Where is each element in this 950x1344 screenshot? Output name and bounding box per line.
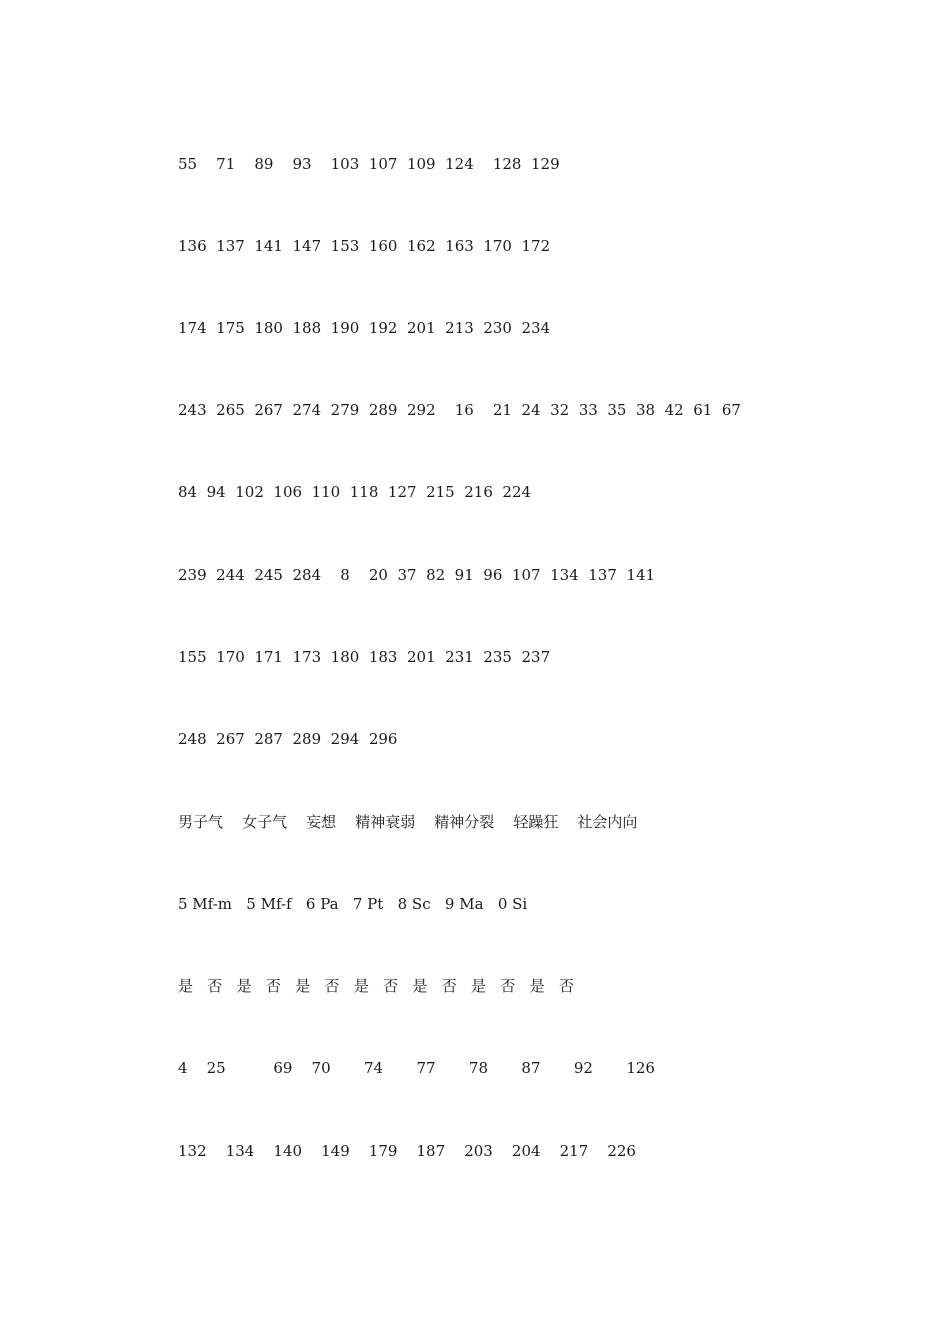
yes-no-header-line: 是 否 是 否 是 否 是 否 是 否 是 否 是 否 <box>178 977 574 995</box>
text-line-2: 136 137 141 147 153 160 162 163 170 172 <box>178 237 551 255</box>
text-line-12: 4 25 69 70 74 77 78 87 92 126 <box>178 1059 655 1077</box>
text-line-6: 239 244 245 284 8 20 37 82 91 96 107 134 137 141 <box>178 566 656 584</box>
text-line-7: 155 170 171 173 180 183 201 231 235 237 <box>178 648 551 666</box>
scale-names-line: 男子气 女子气 妄想 精神衰弱 精神分裂 轻躁狂 社会内向 <box>178 813 638 831</box>
text-line-3: 174 175 180 188 190 192 201 213 230 234 <box>178 319 551 337</box>
text-line-4: 243 265 267 274 279 289 292 16 21 24 32 33 35 38 42 61 67 <box>178 401 741 419</box>
scale-codes-line: 5 Mf-m 5 Mf-f 6 Pa 7 Pt 8 Sc 9 Ma 0 Si <box>178 895 528 913</box>
text-line-13: 132 134 140 149 179 187 203 204 217 226 <box>178 1142 636 1160</box>
text-line-5: 84 94 102 106 110 118 127 215 216 224 <box>178 483 532 501</box>
text-line-1: 55 71 89 93 103 107 109 124 128 129 <box>178 155 560 173</box>
text-line-8: 248 267 287 289 294 296 <box>178 730 398 748</box>
